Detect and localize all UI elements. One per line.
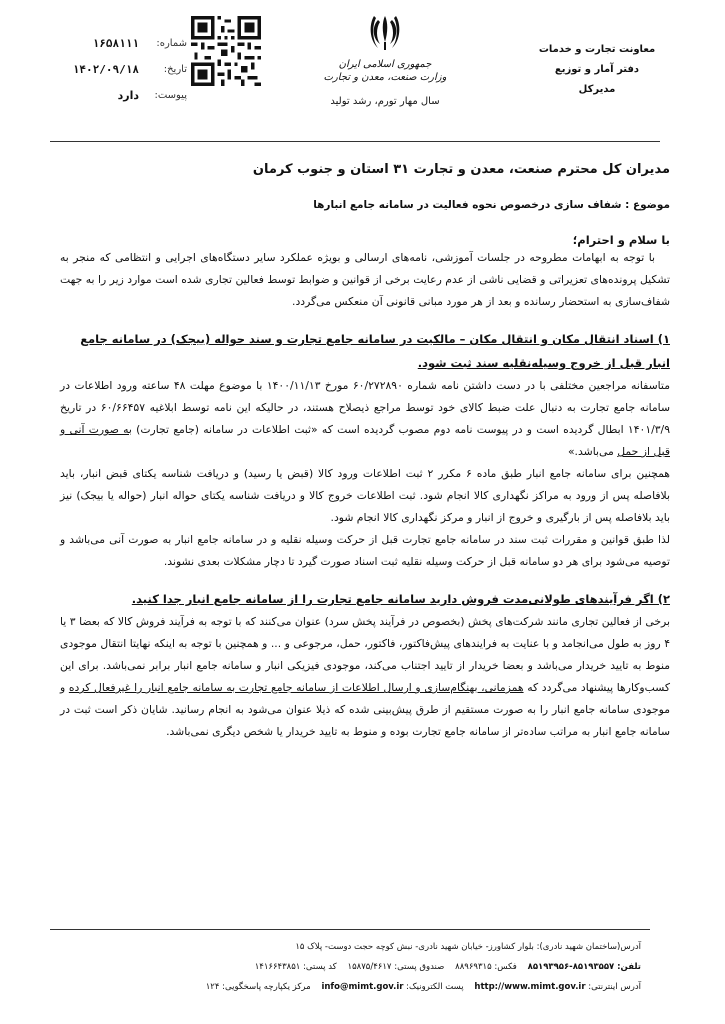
letter-body [60, 155, 670, 743]
email-link[interactable]: info@mimt.gov.ir [321, 982, 404, 992]
iran-emblem-icon [368, 12, 402, 52]
footer-web: آدرس اینترنتی: http://www.mimt.gov.ir پست الکترونیک: info@mimt.gov.ir مرکز یکپارچه پاسخگویی: ۱۲۴ [205, 982, 641, 992]
section-1-paragraph-3: لذا طبق قوانین و مقررات ثبت سند در سامانه جامع تجارت قبل از حرکت وسیله نقلیه و در سامانه جامع انبار به صورت آنی می‌باشد و توصیه می‌شود برای هر دو سامانه قبل از حرکت وسیله نقلیه ثبت اسناد صورت گیرد تا دچار مشکلات بعدی نشوند. [60, 533, 670, 568]
org-line-3: مدیرکل [578, 84, 616, 95]
addressee: مدیران کل محترم صنعت، معدن و تجارت ۳۱ استان و جنوب کرمان [252, 162, 670, 177]
footer-contacts: تلفن: ۸۵۱۹۳۵۵۷-۸۵۱۹۳۹۵۶ فکس: ۸۸۹۶۹۳۱۵ صندوق پستی: ۱۵۸۷۵/۴۶۱۷ کد پستی: ۱۴۱۶۶۴۳۸۵۱ [254, 962, 641, 972]
section-1-paragraph-2: همچنین برای سامانه جامع انبار طبق ماده ۶ مکرر ۲ ثبت اطلاعات ورود کالا (قبض یا رسید) و دریافت شناسه یکتای قبض انبار، باید بلافاصله پس از ورود به مراکز نگهداری کالا انجام شود. ثبت اطلاعات خروج کالا و دریافت شناسه یکتای حواله انبار (حواله یا بیجک) نیز باید بلافاصله پس از بارگیری و خروج از انبار و مرکز نگهداری کالا انجام شود. [60, 467, 671, 524]
intro-paragraph: با توجه به ابهامات مطروحه در جلسات آموزشی، نامه‌های ارسالی و بویژه عملکرد سایر دستگاه‌های اجرایی و انتظامی که منجر به تشکیل پرونده‌های تعزیراتی و قضایی ناشی از عدم رعایت برخی از قوانین و ضوابط توسط فعالین تجاری شده است موارد زیر را به جهت شفاف‌سازی به استحضار رسانده و بعد از هر مورد مبانی قانونی آن منعکس می‌گردد. [60, 251, 670, 308]
header-divider [50, 141, 660, 142]
section-2-paragraph-1: برخی از فعالین تجاری مانند شرکت‌های پخش (بخصوص در فرآیند پخش سرد) عنوان می‌کنند که با توجه به فرآیند فروش کالا که بعضا ۳ یا ۴ روز به طول می‌انجامد و با عنایت به فرایندهای پیش‌فاکتور، فاکتور، حمل، مرجوعی و ... و همچنین با توجه به اینکه نهایتا انتقال موجودی منوط به تایید خریدار می‌باشد و بعضا خریدار از تایید اجتناب می‌کند، موجودی فیزیکی انبار و سامانه جامع انبار برابر نمی‌باشد. برای این کسب‌وکارها پیشنهاد می‌گردد که همزمانی، بهنگام‌سازی و ارسال اطلاعات از سامانه جامع تجارت به سامانه جامع انبار را غیرفعال کرده و موجودی سامانه جامع انبار را به صورت مستقیم از طرق پیش‌بینی شده که ذیلا عنوان می‌شود به انجام رسانید. شایان ذکر است ثبت در سامانه جامع انبار به مراتب ساده‌تر از سامانه جامع تجارت بوده و منوط به تایید خریدار یا شخص دیگری نمی‌باشد. [60, 615, 670, 738]
attachment-row: پیوست: دارد [117, 88, 187, 102]
letter-date-row: تاریخ: ۱۴۰۲/۰۹/۱۸ [72, 62, 187, 76]
ministry-name: جمهوری اسلامی ایران وزارت صنعت، معدن و تجارت [323, 59, 447, 83]
letter-meta [62, 30, 187, 108]
website-link[interactable]: http://www.mimt.gov.ir [474, 982, 586, 992]
letter-date: ۱۴۰۲/۰۹/۱۸ [72, 62, 139, 76]
org-line-2: دفتر آمار و توزیع [554, 64, 640, 75]
letter-number-row: شماره: ۱۶۵۸۱۱۱ [92, 36, 187, 50]
year-slogan: سال مهار تورم، رشد تولید [330, 96, 440, 107]
subject-line: موضوع : شفاف سازی درخصوص نحوه فعالیت در سامانه جامع انبارها [313, 199, 670, 211]
footer-address: آدرس(ساختمان شهید نادری): بلوار کشاورز- خیابان شهید نادری- نبش کوچه حجت دوست- پلاک ۱۵ [295, 942, 641, 952]
qr-code-icon [191, 16, 261, 86]
department-block [527, 40, 667, 100]
org-line-1: معاونت تجارت و خدمات [538, 44, 656, 55]
section-1-title: ۱) اسناد انتقال مکان و انتقال مکان – مالکیت در سامانه جامع تجارت و سند حواله (بیجک) در سامانه جامع انبار قبل از خروج وسیله‌نقلیه سند ثبت شود. [80, 332, 670, 370]
letter-footer [61, 937, 641, 997]
attachment-status: دارد [117, 88, 139, 102]
ministry-emblem-block [315, 12, 455, 107]
footer-divider [50, 929, 650, 930]
section-2-title: ۲) اگر فرآیندهای طولانی‌مدت فروش دارید سامانه جامع تجارت را از سامانه جامع انبار جدا کنید. [131, 592, 670, 606]
letter-number: ۱۶۵۸۱۱۱ [92, 36, 139, 50]
section-1-paragraph-1: متاسفانه مراجعین مختلفی با در دست داشتن نامه شماره ۶۰/۲۷۲۸۹۰ مورخ ۱۴۰۰/۱۱/۱۳ با موضوع مهلت ۴۸ ساعته ورود اطلاعات در سامانه جامع تجارت به دنبال علت ضبط کالای خود توسط مراجع ذیصلاح هستند، در حالیکه این نامه توسط ابلاغیه ۶۰/۶۶۴۵۷ در تاریخ ۱۴۰۱/۳/۹ ابطال گردیده است و در پیوست نامه دوم مصوب گردیده است که «ثبت اطلاعات در سامانه (جامع تجارت) به صورت آنی و قبل از حمل می‌باشد.» [60, 379, 670, 458]
greeting: با سلام و احترام؛ [572, 233, 670, 247]
